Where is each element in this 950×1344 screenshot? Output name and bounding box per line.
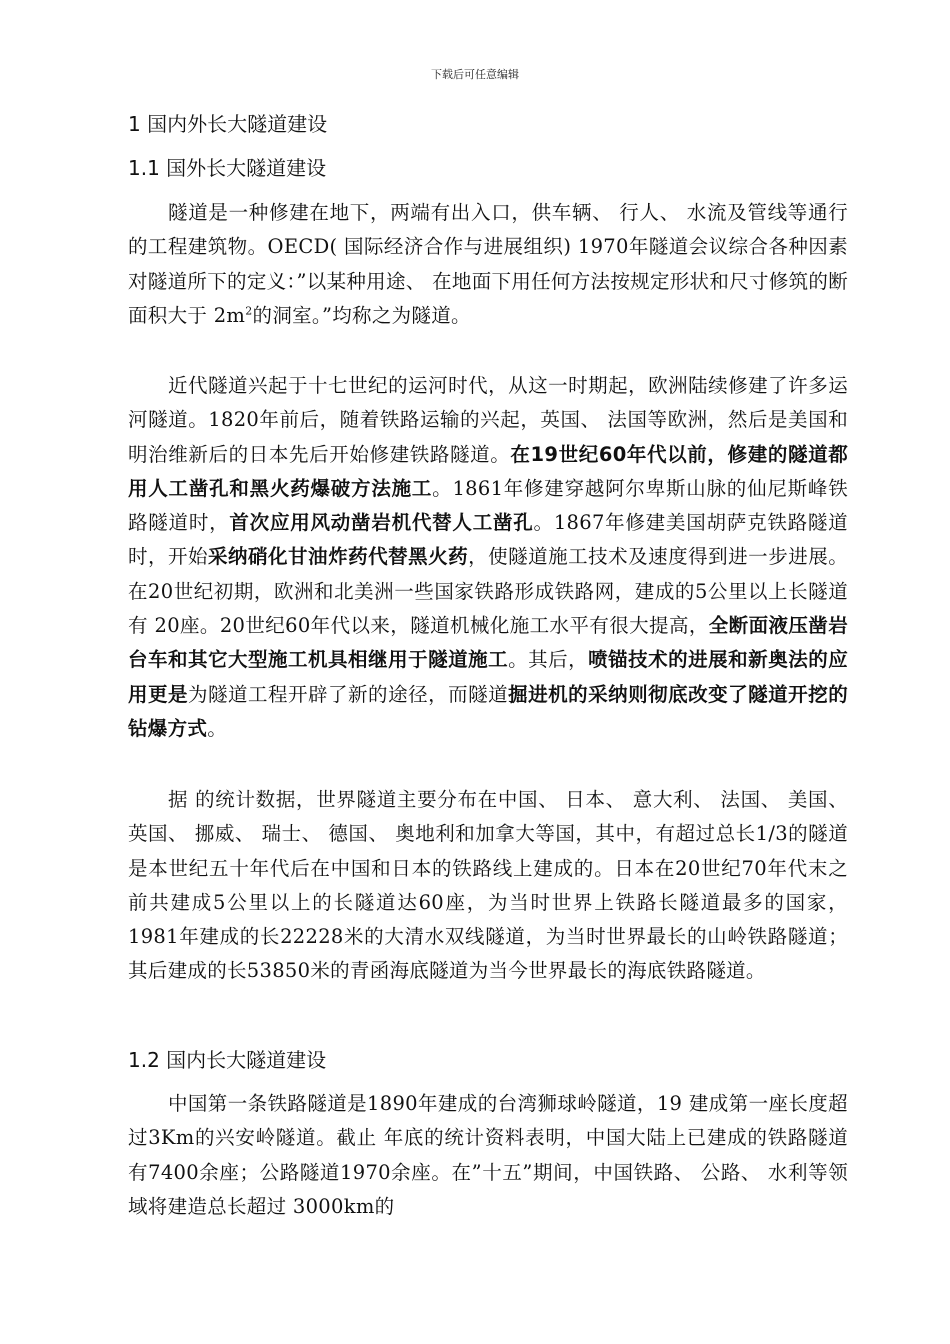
heading-1: 1 国内外长大隧道建设 <box>128 112 328 136</box>
text-run: 。1867年修建美国胡萨克铁路隧道时，开始 <box>128 511 848 569</box>
paragraph-tunnel-definition <box>128 196 848 333</box>
heading-1-2: 1.2 国内长大隧道建设 <box>128 1048 327 1072</box>
superscript: 2 <box>245 304 253 318</box>
heading-1-1: 1.1 国外长大隧道建设 <box>128 156 327 180</box>
bold-text-run: 掘进机的采纳则彻底改变了隧道开挖的钻爆方式 <box>128 682 848 740</box>
text-run: ，使隧道施工技术及速度得到进一步进展。在20世纪初期，欧洲和北美洲一些国家铁路形成铁路网，建成的5公里以上长隧道有 20座。20世纪60年代以来，隧道机械化施工水平有很大提高， <box>128 545 849 638</box>
page-header: 下载后可任意编辑 <box>431 68 519 81</box>
text-run: 为隧道工程开辟了新的途径，而隧道 <box>188 682 509 706</box>
text-run: 。1861年修建穿越阿尔卑斯山脉的仙尼斯峰铁路隧道时， <box>128 476 848 535</box>
text-run: 隧道是一种修建在地下，两端有出入口，供车辆、 行人、 水流及管线等通行的工程建筑物。OECD( 国际经济合作与进展组织) 1970年隧道会议综合各种因素对隧道所下的定义：”以某种用途、 在地面下用任何方法按规定形状和尺寸修筑的断面积大于 2m <box>128 201 848 327</box>
bold-text-run: 首次应用风动凿岩机代替人工凿孔 <box>229 511 534 535</box>
bold-text-run: 在19世纪60年代以前，修建的隧道都用人工凿孔和黑火药爆破方法施工 <box>128 442 848 500</box>
paragraph-tunnel-history <box>128 369 848 746</box>
paragraph-world-tunnels: 据 的统计数据，世界隧道主要分布在中国、 日本、 意大利、 法国、 美国、 英国、 挪威、 瑞士、 德国、 奥地利和加拿大等国，其中，有超过总长1/3的隧道是本世纪五十年代后在中国和日本的铁路线上建成的。日本在20世纪70年代末之前共建成5公里以上的长隧道达60座，为当时世界上铁路长隧道最多的国家，1981年建成的长22228米的大清水双线隧道，为当时世界最长的山岭铁路隧道；其后建成的长53850米的青函海底隧道为当今世界最长的海底铁路隧道。 <box>128 788 848 983</box>
bold-text-run: 全断面液压凿岩台车和其它大型施工机具相继用于隧道施工 <box>128 614 848 672</box>
text-run: 近代隧道兴起于十七世纪的运河时代，从这一时期起，欧洲陆续修建了许多运河隧道。1820年前后，随着铁路运输的兴起，英国、 法国等欧洲，然后是美国和明治维新后的日本先后开始修建铁路隧道。 <box>128 374 848 466</box>
text-run: 的洞室。”均称之为隧道。 <box>252 303 471 327</box>
text-run: 。其后， <box>508 648 589 672</box>
text-run: 。 <box>207 716 228 740</box>
paragraph-china-tunnels: 中国第一条铁路隧道是1890年建成的台湾狮球岭隧道，19 建成第一座长度超过3Km的兴安岭隧道。截止 年底的统计资料表明，中国大陆上已建成的铁路隧道有7400余座；公路隧道1970余座。在”十五”期间，中国铁路、 公路、 水利等领域将建造总长超过 3000km的 <box>128 1092 848 1218</box>
bold-text-run: 喷锚技术的进展和新奥法的应用更是 <box>128 648 849 706</box>
bold-text-run: 采纳硝化甘油炸药代替黑火药 <box>208 545 469 569</box>
